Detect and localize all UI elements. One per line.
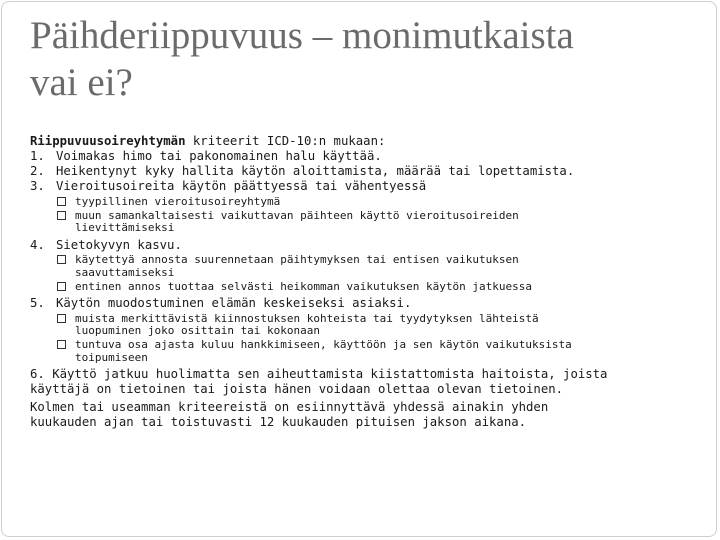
sub-bullet-text: entinen annos tuottaa selvästi heikomman vaikutuksen käytön jatkuessa xyxy=(75,279,532,293)
sub-bullet xyxy=(30,254,710,279)
sub-bullet-text-cont: luopuminen joko osittain tai kokonaan xyxy=(75,324,321,337)
closing-line-1: Kolmen tai useamman kriteereistä on esiinnyttävä yhdessä ainakin yhden xyxy=(30,400,549,414)
criterion-text: Käytön muodostuminen elämän keskeiseksi asiaksi. xyxy=(56,296,412,310)
title-line-1: Päihderiippuvuus – monimutkaista xyxy=(30,14,574,57)
square-bullet-icon xyxy=(57,255,66,264)
criterion-6-line-2: käyttäjä on tietoinen tai joista hänen voidaan olettaa olevan tietoinen. xyxy=(30,382,564,396)
criterion-text: Sietokyvyn kasvu. xyxy=(56,237,182,252)
sub-bullet xyxy=(30,313,710,338)
criterion-6-line-1: 6. Käyttö jatkuu huolimatta sen aiheuttamista kiistattomista haitoista, joista xyxy=(30,367,608,381)
square-bullet-icon xyxy=(57,197,66,206)
slide-body xyxy=(30,134,710,430)
sub-bullet-text: käytettyä annosta suurennetaan päihtymyksen tai entisen vaikutuksen xyxy=(75,253,519,266)
square-bullet-icon xyxy=(57,314,66,323)
sub-bullet xyxy=(30,339,710,364)
sub-bullet-text-cont: saavuttamiseksi xyxy=(75,265,175,279)
square-bullet-icon xyxy=(57,282,66,291)
sub-bullet xyxy=(30,196,710,209)
criterion-2 xyxy=(30,164,710,179)
sub-bullet-text: tyypillinen vieroitusoireyhtymä xyxy=(75,194,281,208)
criterion-text: Heikentynyt kyky hallita käytön aloittamista, määrää tai lopettamista. xyxy=(56,164,575,178)
criterion-number: 5. xyxy=(30,296,45,310)
criterion-1 xyxy=(30,149,710,164)
criterion-number: 1. xyxy=(30,149,45,163)
sub-bullet-text: muista merkittävistä kiinnostuksen kohteista tai tyydytyksen lähteistä xyxy=(75,311,539,325)
intro-rest: kriteerit ICD-10:n mukaan: xyxy=(185,134,386,148)
slide-title xyxy=(30,12,710,106)
intro-bold-term: Riippuvuusoireyhtymän xyxy=(30,134,186,148)
criterion-5 xyxy=(30,296,710,311)
criterion-text: Voimakas himo tai pakonomainen halu käyttää. xyxy=(56,149,382,163)
title-line-2: vai ei? xyxy=(30,61,133,104)
square-bullet-icon xyxy=(57,340,66,349)
criterion-number: 3. xyxy=(30,179,45,193)
closing-line-2: kuukauden ajan tai toistuvasti 12 kuukauden pituisen jakson aikana. xyxy=(30,415,527,429)
sub-bullet xyxy=(30,281,710,294)
criterion-number: 4. xyxy=(30,237,45,252)
square-bullet-icon xyxy=(57,211,66,220)
criterion-3 xyxy=(30,179,710,194)
sub-bullet-text-cont: lievittämiseksi xyxy=(75,221,175,234)
sub-bullet xyxy=(30,210,710,235)
sub-bullet-text: tuntuva osa ajasta kuluu hankkimiseen, käyttöön ja sen käytön vaikutuksista xyxy=(75,338,572,351)
sub-bullet-text: muun samankaltaisesti vaikuttavan päihteen käyttö vieroitusoireiden xyxy=(75,208,519,222)
criterion-text: Vieroitusoireita käytön päättyessä tai vähentyessä xyxy=(56,179,427,193)
sub-bullet-text-cont: toipumiseen xyxy=(75,350,148,364)
criterion-4 xyxy=(30,238,710,253)
criterion-number: 2. xyxy=(30,164,45,178)
intro-line xyxy=(30,134,710,149)
